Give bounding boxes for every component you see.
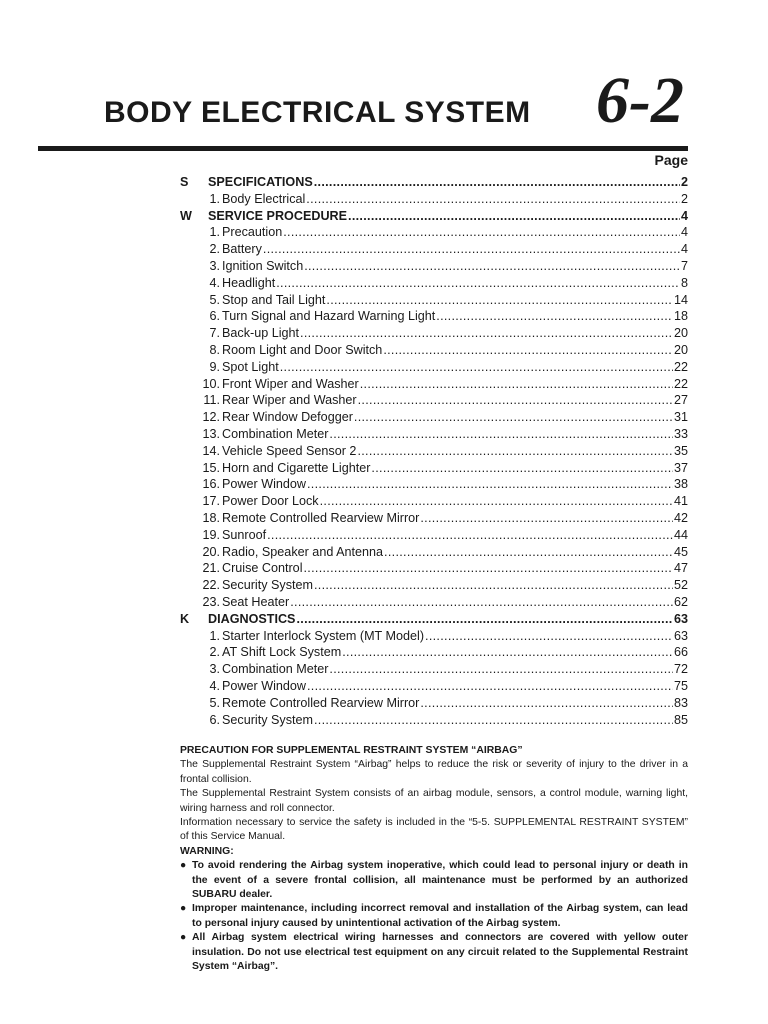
toc-page-number: 18 — [673, 309, 688, 324]
toc-number: 4. — [209, 678, 220, 693]
toc-label: AT Shift Lock System — [222, 645, 342, 660]
toc-page-number: 2 — [680, 191, 688, 206]
warning-item: ● To avoid rendering the Airbag system inoperative, which could lead to personal injury or death in the event of a severe frontal collision, all maintenance must be performed by an authorized SUBARU dealer. — [180, 860, 688, 901]
toc-item-row — [180, 629, 688, 646]
toc-leader-dots — [267, 528, 673, 542]
toc-item-row — [180, 444, 688, 461]
toc-label: Room Light and Door Switch — [222, 342, 383, 357]
toc-item-row — [180, 192, 688, 209]
toc-page-number: 62 — [673, 594, 688, 609]
toc-page-number: 52 — [673, 578, 688, 593]
toc-label: Remote Controlled Rearview Mirror — [222, 510, 420, 525]
toc-number: 1. — [209, 191, 220, 206]
toc-number: 6. — [209, 309, 220, 324]
toc-number: 16. — [202, 477, 220, 492]
toc-leader-dots — [263, 242, 680, 256]
toc-page-number: 66 — [673, 645, 688, 660]
bullet-icon: ● — [180, 860, 187, 872]
toc-leader-dots — [354, 410, 673, 424]
toc-number: 20. — [202, 544, 220, 559]
toc-number: 13. — [202, 426, 220, 441]
notice-paragraph: The Supplemental Restraint System “Airbag” helps to reduce the risk or severity of injury to the driver in a frontal collision. — [180, 759, 688, 785]
table-of-contents — [180, 175, 688, 729]
toc-section-row — [180, 612, 688, 629]
toc-item-row — [180, 528, 688, 545]
toc-item-row — [180, 225, 688, 242]
bullet-icon: ● — [180, 903, 187, 915]
toc-number: 22. — [202, 578, 220, 593]
toc-item-row — [180, 645, 688, 662]
toc-number: 3. — [209, 258, 220, 273]
toc-leader-dots — [306, 192, 680, 206]
toc-page-number: 47 — [673, 561, 688, 576]
toc-item-row — [180, 242, 688, 259]
toc-leader-dots — [358, 393, 673, 407]
toc-page-number: 22 — [673, 359, 688, 374]
toc-page-number: 4 — [680, 242, 688, 257]
toc-leader-dots — [307, 679, 673, 693]
toc-label: Rear Window Defogger — [222, 410, 353, 425]
toc-number: W — [180, 208, 192, 223]
toc-number: 6. — [209, 712, 220, 727]
toc-label: Power Window — [222, 477, 306, 492]
warning-list — [180, 859, 688, 974]
toc-leader-dots — [329, 662, 673, 676]
toc-leader-dots — [304, 561, 673, 575]
toc-item-row — [180, 662, 688, 679]
toc-label: Power Window — [222, 678, 306, 693]
toc-page-number: 14 — [673, 292, 688, 307]
toc-item-row — [180, 427, 688, 444]
toc-leader-dots — [326, 293, 673, 307]
page-title: BODY ELECTRICAL SYSTEM — [104, 96, 531, 129]
toc-label: Battery — [222, 242, 262, 257]
toc-page-number: 63 — [673, 611, 688, 626]
toc-item-row — [180, 259, 688, 276]
toc-label: SERVICE PROCEDURE — [208, 208, 348, 223]
toc-label: Ignition Switch — [222, 258, 304, 273]
toc-number: 3. — [209, 662, 220, 677]
toc-item-row — [180, 477, 688, 494]
toc-page-number: 31 — [673, 410, 688, 425]
toc-page-number: 4 — [680, 225, 688, 240]
toc-label: Stop and Tail Light — [222, 292, 326, 307]
toc-item-row — [180, 679, 688, 696]
toc-leader-dots — [329, 427, 673, 441]
toc-leader-dots — [314, 713, 673, 727]
toc-number: 18. — [202, 510, 220, 525]
toc-label: Headlight — [222, 275, 276, 290]
toc-number: 7. — [209, 326, 220, 341]
toc-item-row — [180, 696, 688, 713]
toc-number: 23. — [202, 594, 220, 609]
toc-leader-dots — [371, 461, 673, 475]
toc-label: Combination Meter — [222, 662, 329, 677]
toc-label: Starter Interlock System (MT Model) — [222, 628, 425, 643]
toc-leader-dots — [280, 360, 673, 374]
toc-item-row — [180, 511, 688, 528]
notice-heading: PRECAUTION FOR SUPPLEMENTAL RESTRAINT SYSTEM “AIRBAG” — [180, 745, 523, 756]
toc-leader-dots — [357, 444, 673, 458]
toc-leader-dots — [342, 645, 673, 659]
toc-label: Body Electrical — [222, 191, 306, 206]
toc-leader-dots — [320, 494, 673, 508]
toc-label: Seat Heater — [222, 594, 290, 609]
warning-label: WARNING: — [180, 845, 234, 857]
toc-number: 9. — [209, 359, 220, 374]
toc-item-row — [180, 545, 688, 562]
toc-page-number: 2 — [680, 175, 688, 189]
toc-item-row — [180, 377, 688, 394]
toc-item-row — [180, 561, 688, 578]
toc-number: 1. — [209, 628, 220, 643]
toc-leader-dots — [425, 629, 673, 643]
toc-number: 5. — [209, 292, 220, 307]
toc-page-number: 83 — [673, 695, 688, 710]
toc-leader-dots — [384, 545, 673, 559]
toc-number: 15. — [202, 460, 220, 475]
toc-number: 12. — [202, 410, 220, 425]
toc-page-number: 35 — [673, 443, 688, 458]
toc-page-number: 44 — [673, 527, 688, 542]
toc-page-number: 20 — [673, 342, 688, 357]
toc-number: 21. — [202, 561, 220, 576]
toc-label: Cruise Control — [222, 561, 303, 576]
toc-item-row — [180, 360, 688, 377]
toc-item-row — [180, 713, 688, 730]
toc-number: 14. — [202, 443, 220, 458]
toc-label: Power Door Lock — [222, 494, 319, 509]
toc-label: Rear Wiper and Washer — [222, 393, 357, 408]
toc-leader-dots — [348, 209, 680, 223]
toc-label: Radio, Speaker and Antenna — [222, 544, 384, 559]
header-rule — [38, 146, 688, 151]
toc-label: Security System — [222, 578, 313, 593]
toc-leader-dots — [283, 225, 680, 239]
toc-number: S — [180, 175, 189, 189]
toc-leader-dots — [420, 696, 673, 710]
toc-leader-dots — [436, 309, 673, 323]
toc-item-row — [180, 276, 688, 293]
toc-leader-dots — [420, 511, 673, 525]
toc-label: Combination Meter — [222, 426, 329, 441]
toc-leader-dots — [307, 477, 673, 491]
toc-item-row — [180, 309, 688, 326]
toc-number: 17. — [202, 494, 220, 509]
toc-leader-dots — [290, 595, 673, 609]
toc-number: 1. — [209, 225, 220, 240]
toc-section-row — [180, 209, 688, 226]
toc-label: Back-up Light — [222, 326, 300, 341]
toc-leader-dots — [314, 578, 673, 592]
notice-paragraph: The Supplemental Restraint System consists of an airbag module, sensors, a control module, warning light, wiring harness and roll connector. — [180, 788, 688, 814]
page-header — [0, 0, 768, 168]
airbag-notice — [180, 744, 688, 975]
toc-page-number: 72 — [673, 662, 688, 677]
toc-item-row — [180, 293, 688, 310]
bullet-icon: ● — [180, 932, 187, 944]
toc-label: DIAGNOSTICS — [208, 611, 296, 626]
warning-item: ● All Airbag system electrical wiring harnesses and connectors are covered with yellow outer insulation. Do not use electrical test equipment on any circuit related to the Supplemental Restraint System “Airbag”. — [180, 932, 688, 973]
toc-label: Turn Signal and Hazard Warning Light — [222, 309, 436, 324]
toc-number: 10. — [202, 376, 220, 391]
toc-section-row — [180, 175, 688, 192]
toc-leader-dots — [383, 343, 673, 357]
toc-number: 2. — [209, 242, 220, 257]
toc-item-row — [180, 461, 688, 478]
toc-page-number: 85 — [673, 712, 688, 727]
toc-label: Sunroof — [222, 527, 267, 542]
toc-item-row — [180, 393, 688, 410]
toc-leader-dots — [304, 259, 680, 273]
notice-paragraph: Information necessary to service the safety is included in the “5-5. SUPPLEMENTAL RESTRAINT SYSTEM” of this Service Manual. — [180, 817, 688, 843]
toc-number: 5. — [209, 695, 220, 710]
toc-label: Front Wiper and Washer — [222, 376, 359, 391]
toc-leader-dots — [314, 175, 680, 189]
warning-item: ● Improper maintenance, including incorrect removal and installation of the Airbag system, can lead to personal injury caused by unintentional activation of the Airbag system. — [180, 903, 688, 929]
toc-page-number: 42 — [673, 510, 688, 525]
toc-item-row — [180, 578, 688, 595]
toc-item-row — [180, 494, 688, 511]
toc-label: Precaution — [222, 225, 283, 240]
toc-label: Spot Light — [222, 359, 279, 374]
toc-page-number: 75 — [673, 678, 688, 693]
toc-number: 2. — [209, 645, 220, 660]
toc-number: 4. — [209, 275, 220, 290]
toc-number: K — [180, 611, 190, 626]
toc-item-row — [180, 343, 688, 360]
toc-label: Remote Controlled Rearview Mirror — [222, 695, 420, 710]
section-number: 6-2 — [596, 64, 684, 137]
toc-page-number: 4 — [680, 208, 688, 223]
toc-page-number: 41 — [673, 494, 688, 509]
toc-leader-dots — [276, 276, 680, 290]
toc-page-number: 22 — [673, 376, 688, 391]
page-column-label: Page — [654, 152, 688, 168]
toc-item-row — [180, 410, 688, 427]
toc-label: SPECIFICATIONS — [208, 175, 313, 189]
toc-page-number: 37 — [673, 460, 688, 475]
toc-item-row — [180, 595, 688, 612]
toc-leader-dots — [300, 326, 673, 340]
toc-page-number: 20 — [673, 326, 688, 341]
toc-page-number: 8 — [680, 275, 688, 290]
toc-label: Security System — [222, 712, 313, 727]
toc-label: Vehicle Speed Sensor 2 — [222, 443, 357, 458]
toc-page-number: 7 — [680, 258, 688, 273]
toc-page-number: 33 — [673, 426, 688, 441]
toc-page-number: 63 — [673, 628, 688, 643]
toc-page-number: 45 — [673, 544, 688, 559]
toc-page-number: 38 — [673, 477, 688, 492]
toc-number: 19. — [202, 527, 220, 542]
toc-number: 11. — [203, 393, 220, 408]
toc-item-row — [180, 326, 688, 343]
toc-label: Horn and Cigarette Lighter — [222, 460, 371, 475]
toc-leader-dots — [360, 377, 673, 391]
toc-leader-dots — [296, 612, 673, 626]
toc-number: 8. — [209, 342, 220, 357]
toc-page-number: 27 — [673, 393, 688, 408]
